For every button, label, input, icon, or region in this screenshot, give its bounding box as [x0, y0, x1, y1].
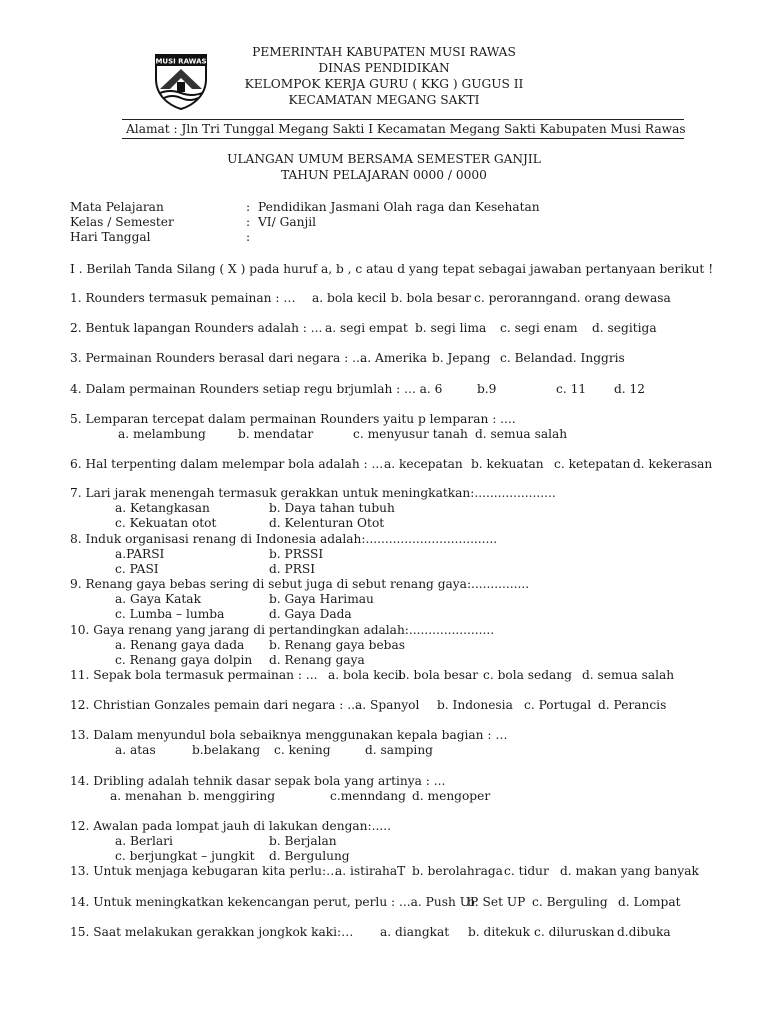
- option-d: d. Lompat: [618, 895, 681, 909]
- option-a: a. diangkat: [380, 925, 450, 939]
- info-colon: :: [246, 230, 251, 244]
- header-line-4: KECAMATAN MEGANG SAKTI: [288, 93, 480, 107]
- option-d: d. semua salah: [582, 668, 675, 682]
- option-a: a. Berlari: [115, 834, 173, 848]
- option-d: d.dibuka: [617, 925, 671, 939]
- option-b: b. PRSSI: [269, 547, 324, 561]
- header-line-1: PEMERINTAH KABUPATEN MUSI RAWAS: [252, 45, 516, 59]
- option-c: c. Berguling: [532, 895, 608, 909]
- option-c: c.menndang: [330, 789, 406, 803]
- option-d: d. Perancis: [598, 698, 667, 712]
- option-b: b. berolahraga: [412, 864, 503, 878]
- question-stem: 3. Permainan Rounders berasal dari negara : ...: [70, 351, 364, 365]
- option-d: d. samping: [365, 743, 433, 757]
- option-c: c. kening: [274, 743, 331, 757]
- option-c: c. segi enam: [500, 321, 578, 335]
- header-line-2: DINAS PENDIDIKAN: [318, 61, 450, 75]
- option-a: a. Amerika: [360, 351, 427, 365]
- option-c: c. ketepatan: [554, 457, 631, 471]
- option-a: a. Ketangkasan: [115, 501, 210, 515]
- info-label-date: Hari Tanggal: [70, 230, 151, 244]
- option-a: a. Spanyol: [355, 698, 420, 712]
- question-stem: 12. Awalan pada lompat jauh di lakukan dengan:.....: [70, 819, 391, 833]
- option-a: a. bola kecil: [328, 668, 403, 682]
- question-stem: 7. Lari jarak menengah termasuk gerakkan untuk meningkatkan:.....................: [70, 486, 556, 500]
- question-stem: 10. Gaya renang yang jarang di pertandingkan adalah:......................: [70, 623, 495, 637]
- option-b: b. Jepang: [432, 351, 491, 365]
- option-c: c. peroranngan: [474, 291, 569, 305]
- option-c: c. menyusur tanah: [353, 427, 468, 441]
- option-a: a. Gaya Katak: [115, 592, 201, 606]
- option-d: d. segitiga: [592, 321, 657, 335]
- instruction-text: I . Berilah Tanda Silang ( X ) pada huruf a, b , c atau d yang tepat sebagai jawaban pertanyaan berikut !: [70, 262, 714, 276]
- option-c: c. Portugal: [524, 698, 592, 712]
- option-a: a. atas: [115, 743, 156, 757]
- option-b: b. bola besar: [398, 668, 479, 682]
- option-b: b. Renang gaya bebas: [269, 638, 406, 652]
- question-stem: 6. Hal terpenting dalam melempar bola adalah : ...: [70, 457, 384, 471]
- question-stem: 11. Sepak bola termasuk permainan : ...: [70, 668, 318, 682]
- info-value-subject: Pendidikan Jasmani Olah raga dan Kesehatan: [258, 200, 540, 214]
- option-b: b. bola besar: [391, 291, 472, 305]
- option-c: c. PASI: [115, 562, 159, 576]
- option-d: d. 12: [614, 382, 646, 396]
- option-c: c. Lumba – lumba: [115, 607, 225, 621]
- question-stem: 9. Renang gaya bebas sering di sebut juga di sebut renang gaya:...............: [70, 577, 530, 591]
- exam-title: ULANGAN UMUM BERSAMA SEMESTER GANJIL: [227, 152, 541, 166]
- option-c: c. 11: [556, 382, 587, 396]
- option-b: b.9: [477, 382, 497, 396]
- option-a: a. melambung: [118, 427, 206, 441]
- question-stem: 5. Lemparan tercepat dalam permainan Rounders yaitu p lemparan : ....: [70, 412, 516, 426]
- option-d: d. makan yang banyak: [560, 864, 699, 878]
- option-b: b. Indonesia: [437, 698, 513, 712]
- question-stem: 14. Untuk meningkatkan kekencangan perut, perlu : ...a. Push UP: [70, 895, 479, 909]
- option-d: d. Renang gaya: [269, 653, 365, 667]
- option-d: d. Inggris: [565, 351, 625, 365]
- option-b: b. kekuatan: [471, 457, 544, 471]
- option-c: c. berjungkat – jungkit: [115, 849, 255, 863]
- option-c: c. Belanda: [500, 351, 565, 365]
- question-stem: 12. Christian Gonzales pemain dari negara : ...: [70, 698, 359, 712]
- header-rule-top: [122, 119, 684, 120]
- option-d: d. orang dewasa: [569, 291, 671, 305]
- info-colon: :: [246, 200, 251, 214]
- option-a: a. kecepatan: [384, 457, 463, 471]
- question-stem: 13. Untuk menjaga kebugaran kita perlu:…: [70, 864, 339, 878]
- option-b: b.belakang: [192, 743, 261, 757]
- option-b: b. Daya tahan tubuh: [269, 501, 395, 515]
- option-c: c. diluruskan: [534, 925, 615, 939]
- option-a: a. bola kecil: [312, 291, 387, 305]
- option-d: d. semua salah: [475, 427, 568, 441]
- option-b: b. ditekuk: [468, 925, 530, 939]
- question-stem: 2. Bentuk lapangan Rounders adalah : ...: [70, 321, 323, 335]
- header-line-3: KELOMPOK KERJA GURU ( KKG ) GUGUS II: [244, 77, 524, 91]
- option-b: b. Gaya Harimau: [269, 592, 374, 606]
- option-a: a. segi empat: [325, 321, 408, 335]
- question-stem: 4. Dalam permainan Rounders setiap regu brjumlah : ... a. 6: [70, 382, 443, 396]
- option-a: a. Renang gaya dada: [115, 638, 245, 652]
- option-a: a. menahan: [110, 789, 182, 803]
- option-b: b. mendatar: [238, 427, 314, 441]
- option-b: b. menggiring: [188, 789, 276, 803]
- option-c: c. bola sedang: [483, 668, 572, 682]
- question-stem: 1. Rounders termasuk pemainan : …: [70, 291, 296, 305]
- question-stem: 15. Saat melakukan gerakkan jongkok kaki:…: [70, 925, 354, 939]
- exam-year: TAHUN PELAJARAN 0000 / 0000: [281, 168, 487, 182]
- question-stem: 14. Dribling adalah tehnik dasar sepak bola yang artinya : ...: [70, 774, 446, 788]
- option-a: a. istirahaT: [335, 864, 406, 878]
- option-c: c. Kekuatan otot: [115, 516, 217, 530]
- option-c: c. Renang gaya dolpin: [115, 653, 253, 667]
- option-d: d. Gaya Dada: [269, 607, 352, 621]
- question-stem: 13. Dalam menyundul bola sebaiknya menggunakan kepala bagian : …: [70, 728, 508, 742]
- info-label-subject: Mata Pelajaran: [70, 200, 164, 214]
- option-d: d. PRSI: [269, 562, 316, 576]
- option-d: d. mengoper: [412, 789, 491, 803]
- option-b: b. segi lima: [415, 321, 487, 335]
- option-a: a.PARSI: [115, 547, 165, 561]
- info-colon: :: [246, 215, 251, 229]
- option-c: c. tidur: [504, 864, 549, 878]
- header-rule-bottom: [122, 138, 684, 139]
- svg-text:MUSI RAWAS: MUSI RAWAS: [155, 57, 207, 66]
- option-b: b. Set UP: [467, 895, 526, 909]
- option-d: d. kekerasan: [633, 457, 713, 471]
- option-b: b. Berjalan: [269, 834, 337, 848]
- option-d: d. Bergulung: [269, 849, 350, 863]
- option-d: d. Kelenturan Otot: [269, 516, 385, 530]
- question-stem: 8. Induk organisasi renang di Indonesia adalah:..................................: [70, 532, 498, 546]
- info-label-class: Kelas / Semester: [70, 215, 174, 229]
- info-value-class: VI/ Ganjil: [258, 215, 317, 229]
- address-line: Alamat : Jln Tri Tunggal Megang Sakti I Kecamatan Megang Sakti Kabupaten Musi Rawas: [126, 122, 686, 136]
